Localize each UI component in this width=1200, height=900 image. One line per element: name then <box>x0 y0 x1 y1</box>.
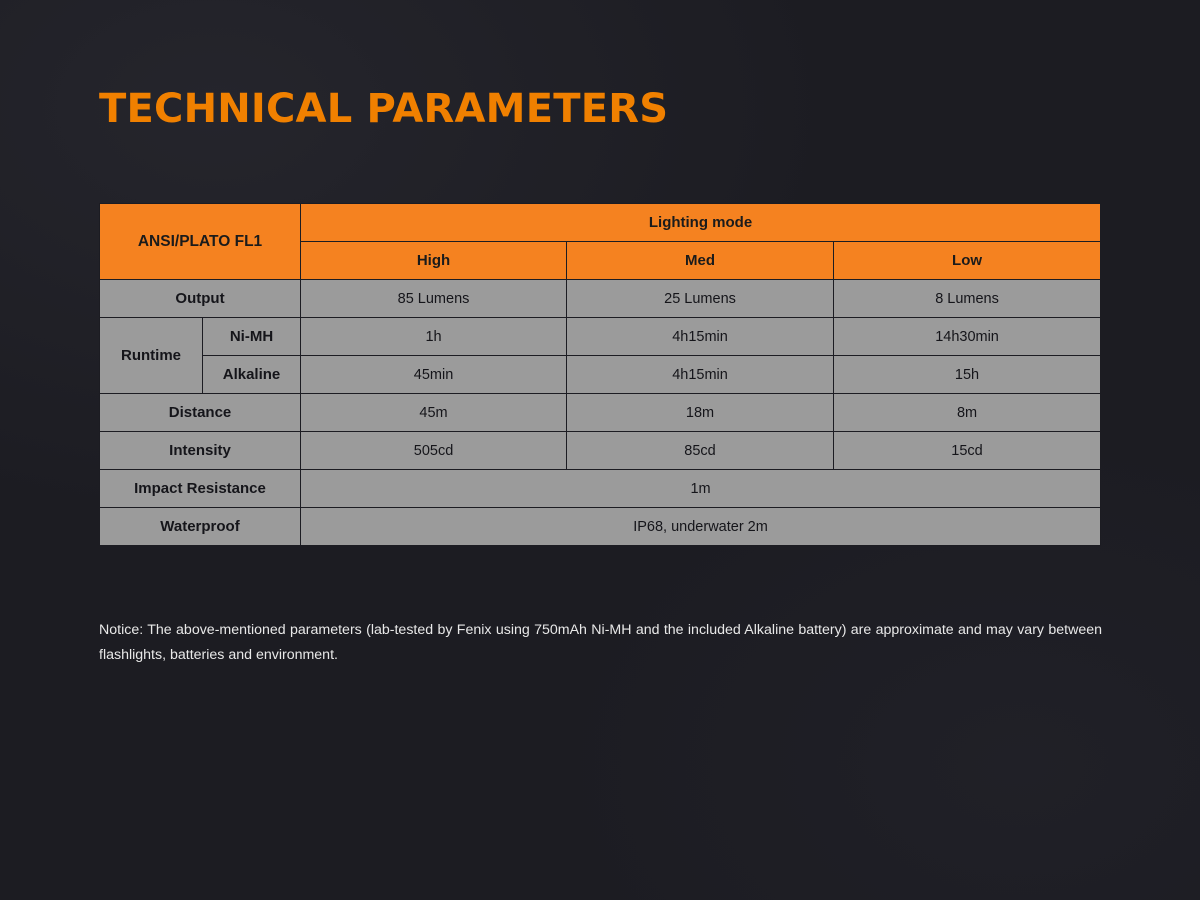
notice-text: Notice: The above-mentioned parameters (lab-tested by Fenix using 750mAh Ni-MH and the included Alkaline battery) are approximate and may vary between flashlights, batteries and environment. <box>99 622 1102 664</box>
row-sublabel-nimh: Ni-MH <box>203 318 301 356</box>
table-row <box>100 470 1101 508</box>
table-row <box>100 280 1101 318</box>
cell-intensity-med: 85cd <box>567 432 834 470</box>
cell-output-high: 85 Lumens <box>301 280 567 318</box>
cell-runtime-nimh-low: 14h30min <box>834 318 1101 356</box>
cell-output-med: 25 Lumens <box>567 280 834 318</box>
mode-header-low: Low <box>834 242 1101 280</box>
table-row <box>100 356 1101 394</box>
cell-runtime-alkaline-med: 4h15min <box>567 356 834 394</box>
table-row <box>100 204 1101 242</box>
lighting-mode-group-header: Lighting mode <box>301 204 1101 242</box>
table-row <box>100 394 1101 432</box>
cell-distance-high: 45m <box>301 394 567 432</box>
row-sublabel-alkaline: Alkaline <box>203 356 301 394</box>
row-label-intensity: Intensity <box>100 432 301 470</box>
mode-header-med: Med <box>567 242 834 280</box>
cell-distance-low: 8m <box>834 394 1101 432</box>
cell-waterproof: IP68, underwater 2m <box>301 508 1101 546</box>
row-label-distance: Distance <box>100 394 301 432</box>
technical-parameters-table <box>99 203 1101 546</box>
cell-runtime-alkaline-low: 15h <box>834 356 1101 394</box>
page-title: TECHNICAL PARAMETERS <box>99 86 669 132</box>
cell-runtime-nimh-med: 4h15min <box>567 318 834 356</box>
cell-runtime-alkaline-high: 45min <box>301 356 567 394</box>
table-row <box>100 432 1101 470</box>
ansi-plato-label: ANSI/PLATO FL1 <box>100 204 301 280</box>
row-label-impact-resistance: Impact Resistance <box>100 470 301 508</box>
cell-output-low: 8 Lumens <box>834 280 1101 318</box>
row-label-waterproof: Waterproof <box>100 508 301 546</box>
table-row <box>100 318 1101 356</box>
table-row <box>100 508 1101 546</box>
cell-impact-resistance: 1m <box>301 470 1101 508</box>
cell-intensity-low: 15cd <box>834 432 1101 470</box>
row-label-output: Output <box>100 280 301 318</box>
row-label-runtime: Runtime <box>100 318 203 394</box>
cell-intensity-high: 505cd <box>301 432 567 470</box>
cell-distance-med: 18m <box>567 394 834 432</box>
mode-header-high: High <box>301 242 567 280</box>
cell-runtime-nimh-high: 1h <box>301 318 567 356</box>
